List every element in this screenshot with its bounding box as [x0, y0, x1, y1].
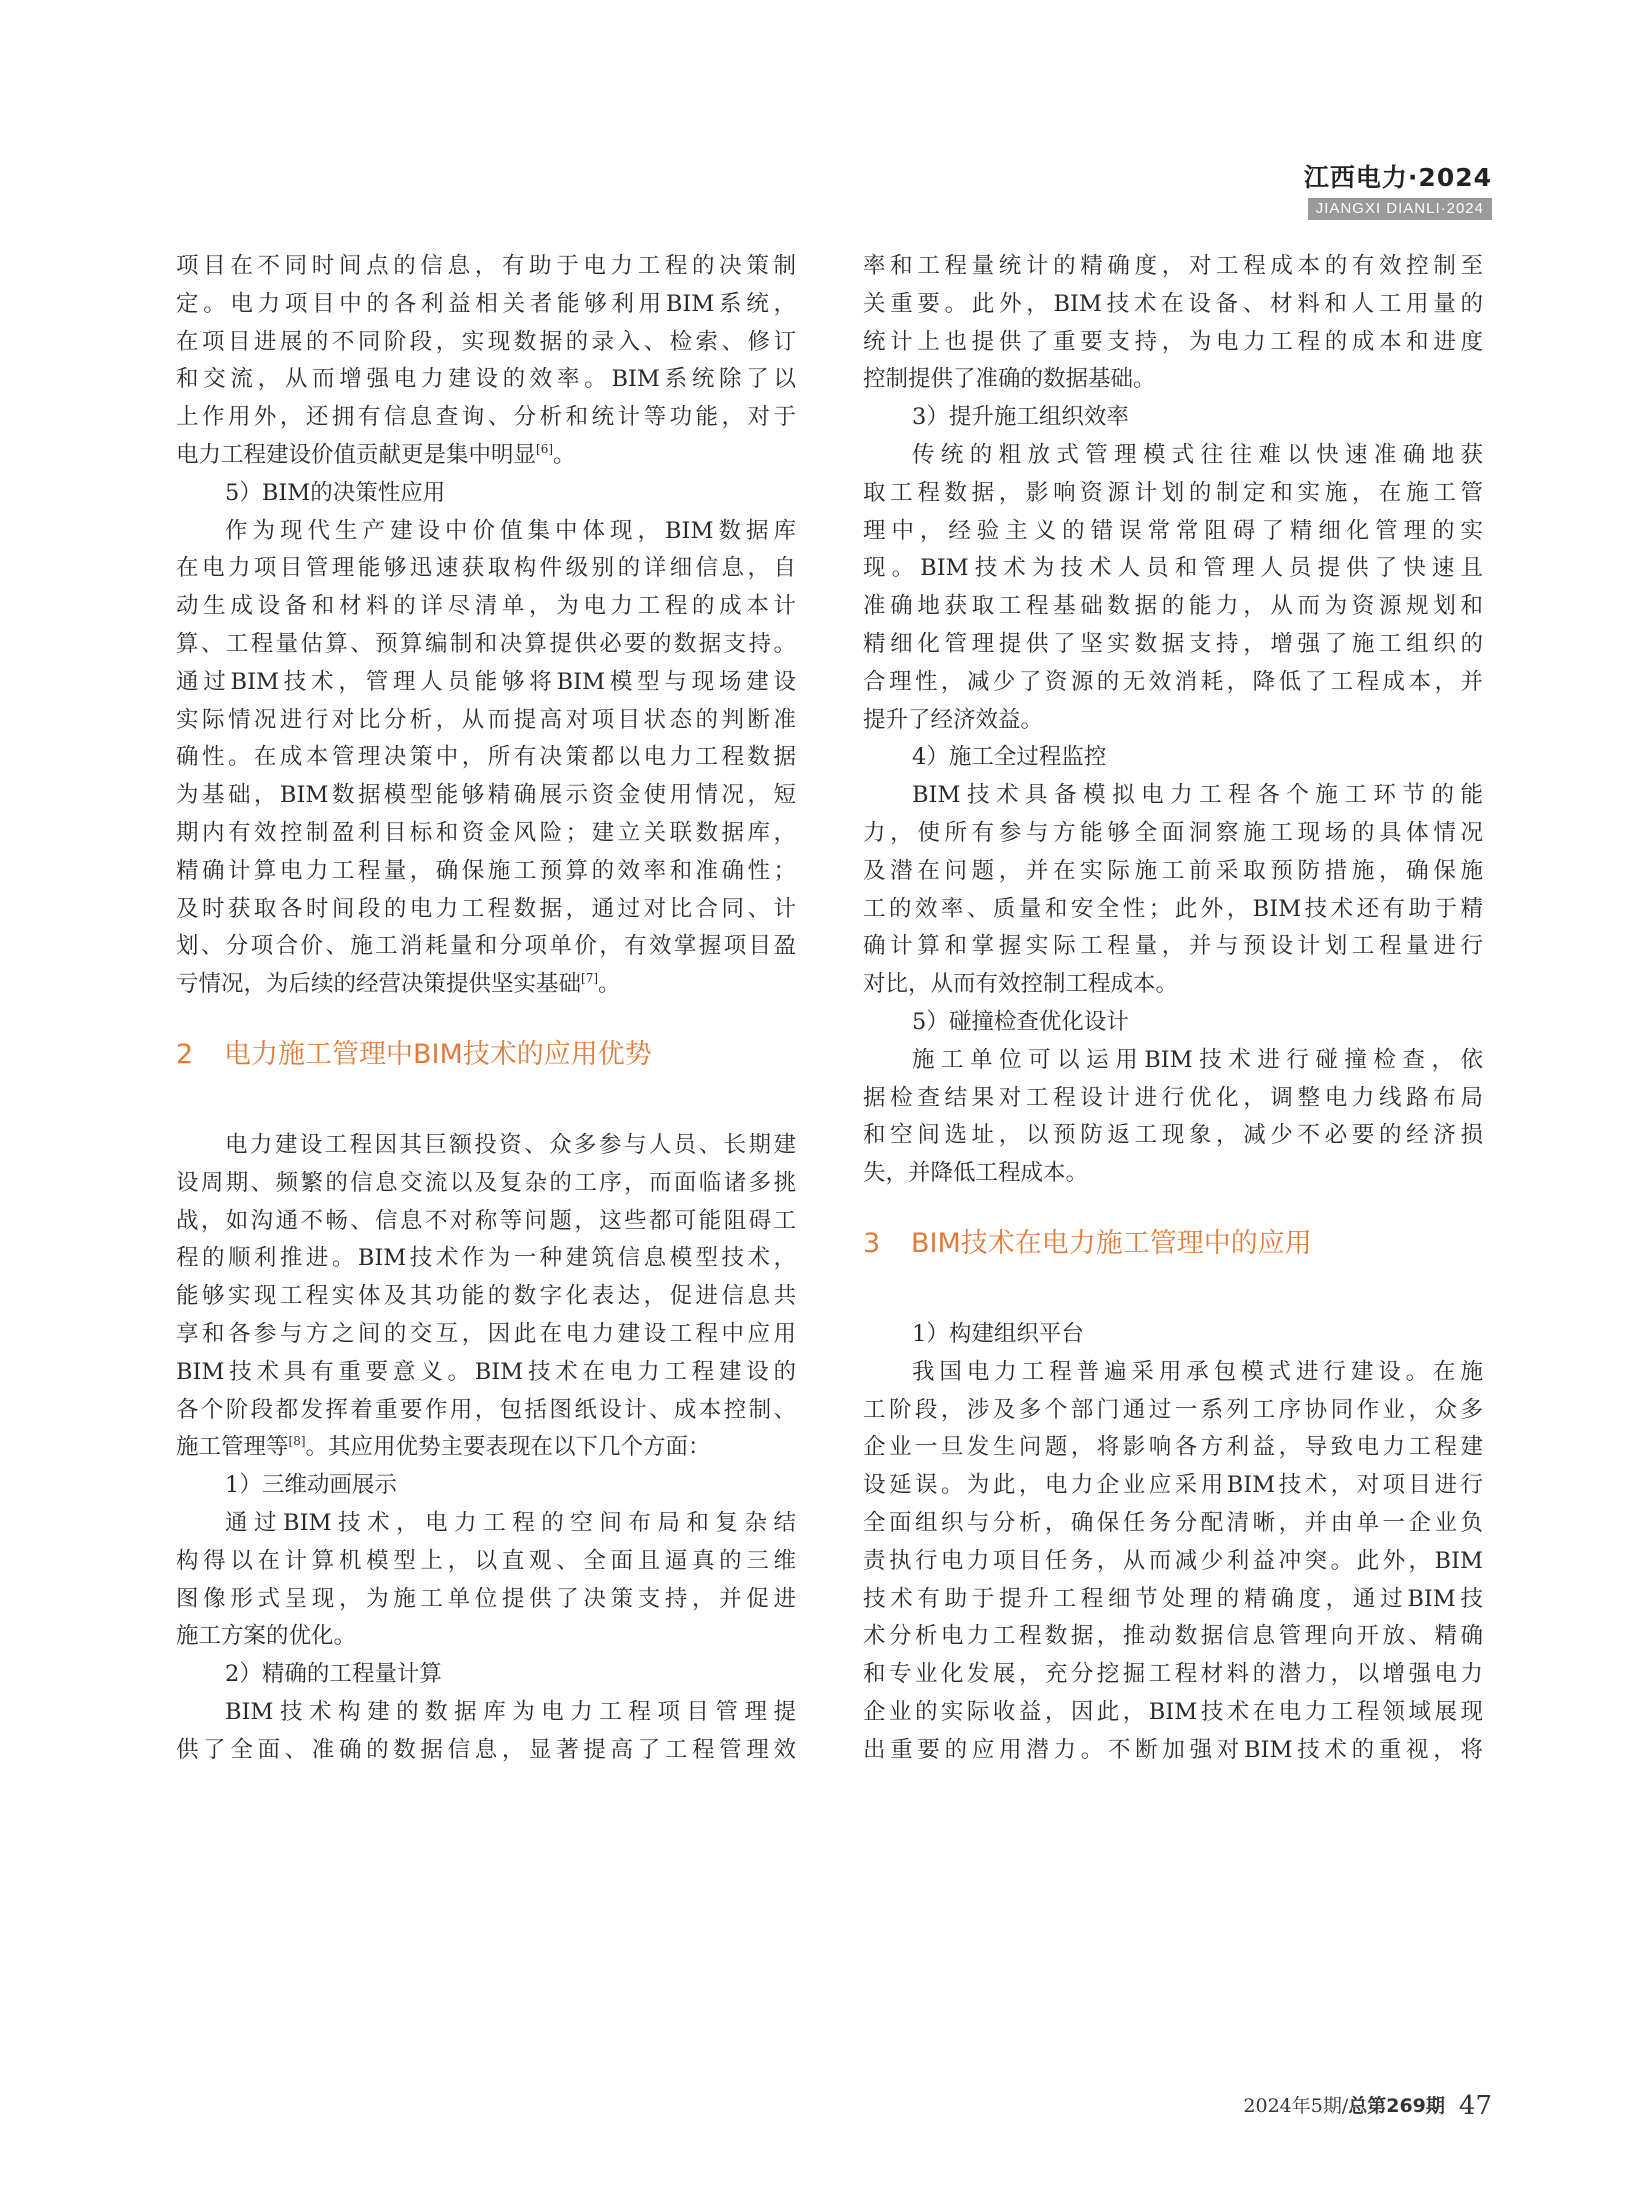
reference-marker: [6] — [536, 441, 554, 456]
journal-masthead — [1252, 162, 1492, 220]
body-line: 能够实现工程实体及其功能的数字化表达，促进信息共 — [176, 1283, 796, 1310]
body-line: BIM技术构建的数据库为电力工程项目管理提 — [225, 1698, 796, 1725]
body-line: 通过BIM技术，管理人员能够将BIM模型与现场建设 — [176, 668, 796, 695]
body-line: 确计算和掌握实际工程量，并与预设计划工程量进行 — [863, 933, 1483, 960]
subheading: 1）构建组织平台 — [912, 1320, 1084, 1347]
body-line: 工阶段，涉及多个部门通过一系列工序协同作业，众多 — [863, 1396, 1483, 1423]
body-line: 传统的粗放式管理模式往往难以快速准确地获 — [912, 441, 1483, 468]
body-line: 为基础，BIM数据模型能够精确展示资金使用情况，短 — [176, 782, 796, 809]
body-line: 理中，经验主义的错误常常阻碍了精细化管理的实 — [863, 517, 1483, 544]
body-line: 施工方案的优化。 — [176, 1623, 357, 1650]
section-number: 3 — [863, 1227, 881, 1259]
body-line: 企业的实际收益，因此，BIM技术在电力工程领域展现 — [863, 1698, 1483, 1725]
body-line: 及时获取各时间段的电力工程数据，通过对比合同、计 — [176, 895, 796, 922]
body-line: 责执行电力项目任务，从而减少利益冲突。此外，BIM — [863, 1547, 1483, 1574]
body-line: 设周期、频繁的信息交流以及复杂的工序，而面临诸多挑 — [176, 1169, 796, 1196]
body-line: 施工管理等[8]。其应用优势主要表现在以下几个方面： — [176, 1434, 711, 1461]
body-line: 准确地获取工程基础数据的能力，从而为资源规划和 — [863, 593, 1483, 620]
body-line: 划、分项合价、施工消耗量和分项单价，有效掌握项目盈 — [176, 933, 796, 960]
subheading: 5）碰撞检查优化设计 — [912, 1008, 1129, 1035]
body-line: 在电力项目管理能够迅速获取构件级别的详细信息，自 — [176, 555, 796, 582]
body-line: 现。BIM技术为技术人员和管理人员提供了快速且 — [863, 555, 1483, 582]
body-line: 定。电力项目中的各利益相关者能够利用BIM系统， — [176, 290, 796, 317]
page-footer — [1243, 2091, 1492, 2121]
body-line: 供了全面、准确的数据信息，显著提高了工程管理效 — [176, 1736, 796, 1763]
body-line: 程的顺利推进。BIM技术作为一种建筑信息模型技术， — [176, 1245, 796, 1272]
body-line: 项目在不同时间点的信息，有助于电力工程的决策制 — [176, 253, 796, 279]
body-line: 企业一旦发生问题，将影响各方利益，导致电力工程建 — [863, 1434, 1483, 1461]
body-line: 提升了经济效益。 — [863, 706, 1044, 733]
reference-marker: [7] — [581, 971, 599, 986]
body-line: 力，使所有参与方能够全面洞察施工现场的具体情况 — [863, 819, 1483, 846]
body-line: 精确计算电力工程量，确保施工预算的效率和准确性； — [176, 857, 796, 884]
body-line: 关重要。此外，BIM技术在设备、材料和人工用量的 — [863, 290, 1483, 317]
right-column — [863, 248, 1483, 1769]
body-line: 各个阶段都发挥着重要作用，包括图纸设计、成本控制、 — [176, 1396, 796, 1423]
body-line: 和专业化发展，充分挖掘工程材料的潜力，以增强电力 — [863, 1661, 1483, 1688]
left-column — [176, 248, 796, 1769]
page-number: 47 — [1458, 2091, 1492, 2121]
subheading: 3）提升施工组织效率 — [912, 404, 1129, 431]
subheading: 2）精确的工程量计算 — [225, 1661, 442, 1688]
section-heading-2 — [176, 1036, 796, 1074]
subheading: 5）BIM的决策性应用 — [225, 479, 446, 506]
subheading: 1）三维动画展示 — [225, 1472, 397, 1499]
section-number: 2 — [176, 1038, 194, 1070]
body-line: 对比，从而有效控制工程成本。 — [863, 971, 1179, 998]
reference-marker: [8] — [288, 1434, 306, 1449]
body-line: 和交流，从而增强电力建设的效率。BIM系统除了以 — [176, 366, 796, 393]
body-line: 通过BIM技术，电力工程的空间布局和复杂结 — [225, 1509, 796, 1536]
body-line: 出重要的应用潜力。不断加强对BIM技术的重视，将 — [863, 1736, 1483, 1763]
body-line: 合理性，减少了资源的无效消耗，降低了工程成本，并 — [863, 668, 1483, 695]
body-line: 率和工程量统计的精确度，对工程成本的有效控制至 — [863, 253, 1483, 279]
body-line: 电力工程建设价值贡献更是集中明显[6]。 — [176, 441, 576, 468]
body-line: BIM技术具备模拟电力工程各个施工环节的能 — [912, 782, 1483, 809]
body-line: 构得以在计算机模型上，以直观、全面且逼真的三维 — [176, 1547, 796, 1574]
body-line: 上作用外，还拥有信息查询、分析和统计等功能，对于 — [176, 404, 796, 431]
body-line: 战，如沟通不畅、信息不对称等问题，这些都可能阻碍工 — [176, 1207, 796, 1234]
body-line: 我国电力工程普遍采用承包模式进行建设。在施 — [912, 1358, 1483, 1385]
section-heading-3 — [863, 1225, 1483, 1263]
subheading: 4）施工全过程监控 — [912, 744, 1107, 771]
issue-total: 总第269期 — [1348, 2095, 1445, 2117]
body-line: 工的效率、质量和安全性；此外，BIM技术还有助于精 — [863, 895, 1483, 922]
body-line: 全面组织与分析，确保任务分配清晰，并由单一企业负 — [863, 1509, 1483, 1536]
body-line: BIM技术具有重要意义。BIM技术在电力工程建设的 — [176, 1358, 796, 1385]
body-line: 作为现代生产建设中价值集中体现，BIM数据库 — [225, 517, 796, 544]
body-line: 统计上也提供了重要支持，为电力工程的成本和进度 — [863, 328, 1483, 355]
body-line: 动生成设备和材料的详尽清单，为电力工程的成本计 — [176, 593, 796, 620]
body-line: 电力建设工程因其巨额投资、众多参与人员、长期建 — [225, 1131, 796, 1158]
journal-title: 江西电力·2024 — [1303, 163, 1492, 192]
section-title: 电力施工管理中BIM技术的应用优势 — [224, 1038, 652, 1070]
body-line: 确性。在成本管理决策中，所有决策都以电力工程数据 — [176, 744, 796, 771]
body-line: 算、工程量估算、预算编制和决算提供必要的数据支持。 — [176, 630, 796, 657]
body-line: 控制提供了准确的数据基础。 — [863, 366, 1156, 393]
body-line: 设延误。为此，电力企业应采用BIM技术，对项目进行 — [863, 1472, 1483, 1499]
body-line: 据检查结果对工程设计进行优化，调整电力线路布局 — [863, 1084, 1483, 1111]
body-line: 实际情况进行对比分析，从而提高对项目状态的判断准 — [176, 706, 796, 733]
body-line: 取工程数据，影响资源计划的制定和实施，在施工管 — [863, 479, 1483, 506]
body-line: 精细化管理提供了坚实数据支持，增强了施工组织的 — [863, 630, 1483, 657]
journal-subtitle: JIANGXI DIANLI·2024 — [1308, 198, 1492, 220]
body-line: 术分析电力工程数据，推动数据信息管理向开放、精确 — [863, 1623, 1483, 1650]
body-line: 技术有助于提升工程细节处理的精确度，通过BIM技 — [863, 1585, 1483, 1612]
body-line: 施工单位可以运用BIM技术进行碰撞检查，依 — [912, 1046, 1483, 1073]
body-line: 期内有效控制盈利目标和资金风险；建立关联数据库， — [176, 819, 796, 846]
body-line: 及潜在问题，并在实际施工前采取预防措施，确保施 — [863, 857, 1483, 884]
body-line: 在项目进展的不同阶段，实现数据的录入、检索、修订 — [176, 328, 796, 355]
body-line: 享和各参与方之间的交互，因此在电力建设工程中应用 — [176, 1320, 796, 1347]
body-line: 和空间选址，以预防返工现象，减少不必要的经济损 — [863, 1122, 1483, 1149]
section-title: BIM技术在电力施工管理中的应用 — [911, 1227, 1312, 1259]
body-line: 失，并降低工程成本。 — [863, 1160, 1089, 1187]
body-line: 亏情况，为后续的经营决策提供坚实基础[7]。 — [176, 971, 621, 998]
body-line: 图像形式呈现，为施工单位提供了决策支持，并促进 — [176, 1585, 796, 1612]
issue-date: 2024年5期/ — [1243, 2095, 1349, 2117]
